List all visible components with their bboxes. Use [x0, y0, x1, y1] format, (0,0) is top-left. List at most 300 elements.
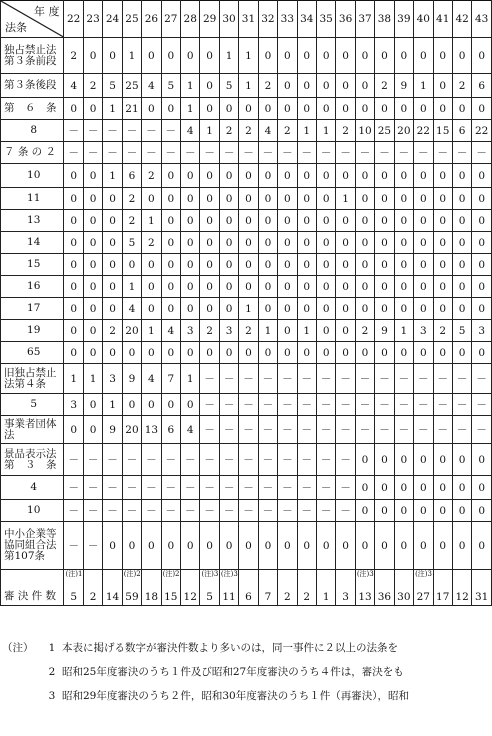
- table-cell: 0: [336, 164, 355, 188]
- table-cell: 9: [103, 416, 122, 444]
- year-header: 31: [239, 1, 258, 38]
- table-cell: 0: [64, 298, 83, 320]
- table-cell: 4: [142, 364, 161, 394]
- table-cell: －: [64, 120, 83, 142]
- total-value: 14: [105, 591, 120, 603]
- table-cell: －: [394, 394, 413, 416]
- table-cell: 6: [452, 120, 471, 142]
- table-cell: 0: [394, 164, 413, 188]
- table-cell: 1: [239, 298, 258, 320]
- table-cell: 0: [336, 98, 355, 120]
- table-cell: 1: [122, 276, 141, 298]
- table-cell: 0: [83, 320, 102, 342]
- table-cell: 0: [278, 210, 297, 232]
- total-cell: [122, 570, 141, 606]
- table-cell: 0: [452, 342, 471, 364]
- table-cell: 0: [452, 232, 471, 254]
- table-cell: 0: [200, 276, 219, 298]
- total-value: 27: [416, 591, 430, 603]
- table-row: [1, 364, 492, 394]
- table-cell: 0: [394, 254, 413, 276]
- table-cell: 1: [316, 120, 335, 142]
- table-cell: 0: [414, 298, 433, 320]
- table-cell: 1: [239, 74, 258, 98]
- total-cell: [336, 570, 355, 606]
- year-header: 41: [433, 1, 452, 38]
- table-cell: 0: [278, 98, 297, 120]
- total-cell: [433, 570, 452, 606]
- table-cell: 13: [142, 416, 161, 444]
- year-header: 28: [181, 1, 200, 38]
- table-cell: 0: [278, 320, 297, 342]
- table-cell: 0: [142, 276, 161, 298]
- table-row: [1, 320, 492, 342]
- table-cell: 0: [472, 298, 492, 320]
- total-cell: [375, 570, 394, 606]
- table-cell: 0: [375, 342, 394, 364]
- table-cell: 0: [336, 254, 355, 276]
- table-cell: 0: [278, 254, 297, 276]
- table-cell: －: [103, 120, 122, 142]
- table-cell: －: [375, 142, 394, 164]
- table-cell: －: [142, 120, 161, 142]
- table-cell: 0: [64, 98, 83, 120]
- footnote-text: 昭和25年度審決のうち１件及び昭和27年度審決のうち４件は，審決をも: [62, 666, 404, 678]
- table-cell: 0: [239, 254, 258, 276]
- table-row: [1, 522, 492, 570]
- table-cell: －: [336, 394, 355, 416]
- table-cell: 0: [200, 232, 219, 254]
- table-cell: 0: [472, 276, 492, 298]
- table-cell: 0: [394, 276, 413, 298]
- table-cell: 0: [414, 276, 433, 298]
- table-cell: 2: [375, 74, 394, 98]
- table-cell: 6: [472, 74, 492, 98]
- table-cell: 7: [161, 364, 180, 394]
- table-cell: 0: [83, 188, 102, 210]
- table-cell: 0: [452, 188, 471, 210]
- table-cell: 0: [103, 210, 122, 232]
- table-cell: 0: [433, 444, 452, 476]
- total-cell: [103, 570, 122, 606]
- table-cell: －: [64, 500, 83, 522]
- row-label: 19: [1, 320, 64, 342]
- table-cell: 0: [161, 276, 180, 298]
- table-cell: －: [452, 416, 471, 444]
- table-cell: 0: [219, 98, 238, 120]
- table-cell: 0: [83, 38, 102, 74]
- table-cell: －: [142, 476, 161, 500]
- table-cell: 0: [355, 210, 374, 232]
- table-cell: 0: [316, 342, 335, 364]
- table-cell: 2: [258, 74, 277, 98]
- table-cell: 2: [278, 120, 297, 142]
- table-cell: 0: [122, 394, 141, 416]
- table-cell: 0: [142, 98, 161, 120]
- table-cell: －: [181, 476, 200, 500]
- row-label: 事業者団体法: [1, 416, 64, 444]
- table-cell: 0: [278, 188, 297, 210]
- header-law-label: 法条: [5, 21, 27, 34]
- row-label: 16: [1, 276, 64, 298]
- table-cell: －: [200, 364, 219, 394]
- table-cell: 0: [219, 254, 238, 276]
- table-cell: 0: [433, 38, 452, 74]
- table-cell: 0: [200, 188, 219, 210]
- table-cell: 0: [83, 298, 102, 320]
- table-cell: －: [181, 142, 200, 164]
- table-cell: 0: [452, 476, 471, 500]
- table-cell: 0: [452, 522, 471, 570]
- table-cell: 2: [219, 120, 238, 142]
- table-cell: 0: [239, 210, 258, 232]
- table-cell: －: [83, 142, 102, 164]
- table-cell: 0: [355, 444, 374, 476]
- table-cell: 1: [181, 98, 200, 120]
- table-cell: －: [394, 364, 413, 394]
- year-header: 23: [83, 1, 102, 38]
- table-cell: 1: [103, 394, 122, 416]
- table-cell: 0: [83, 164, 102, 188]
- row-label: 17: [1, 298, 64, 320]
- year-header: 22: [64, 1, 83, 38]
- table-cell: 0: [336, 210, 355, 232]
- table-cell: 0: [375, 476, 394, 500]
- table-cell: －: [258, 142, 277, 164]
- table-cell: 0: [433, 276, 452, 298]
- table-cell: 0: [278, 232, 297, 254]
- table-cell: －: [472, 394, 492, 416]
- table-cell: 0: [103, 38, 122, 74]
- table-cell: 0: [258, 98, 277, 120]
- table-cell: －: [297, 444, 316, 476]
- table-cell: 1: [103, 164, 122, 188]
- table-cell: －: [200, 444, 219, 476]
- table-cell: 3: [64, 394, 83, 416]
- table-cell: 4: [258, 120, 277, 142]
- table-cell: 0: [239, 164, 258, 188]
- table-cell: 0: [316, 232, 335, 254]
- table-cell: 0: [394, 476, 413, 500]
- table-cell: 0: [83, 232, 102, 254]
- table-cell: 0: [355, 276, 374, 298]
- table-cell: －: [161, 120, 180, 142]
- table-cell: －: [200, 416, 219, 444]
- table-cell: －: [219, 476, 238, 500]
- table-cell: －: [122, 444, 141, 476]
- table-cell: －: [433, 416, 452, 444]
- table-cell: 0: [83, 98, 102, 120]
- total-value: 5: [206, 591, 213, 603]
- table-cell: －: [316, 416, 335, 444]
- table-cell: 0: [258, 276, 277, 298]
- table-cell: －: [219, 142, 238, 164]
- table-cell: －: [375, 416, 394, 444]
- table-cell: 2: [239, 320, 258, 342]
- table-cell: 0: [433, 74, 452, 98]
- table-cell: 0: [414, 232, 433, 254]
- table-cell: 0: [219, 164, 238, 188]
- table-cell: 2: [142, 232, 161, 254]
- table-cell: 0: [278, 522, 297, 570]
- table-row: [1, 298, 492, 320]
- table-cell: 0: [375, 188, 394, 210]
- table-cell: 0: [433, 342, 452, 364]
- table-cell: －: [414, 394, 433, 416]
- footnote-ref: (注)1: [65, 570, 83, 578]
- table-cell: 3: [103, 364, 122, 394]
- footnote-text: 本表に掲げる数字が審決件数より多いのは，同一事件に２以上の法条を: [62, 642, 398, 654]
- table-cell: －: [142, 500, 161, 522]
- table-cell: －: [103, 142, 122, 164]
- table-cell: 0: [472, 476, 492, 500]
- table-cell: 0: [394, 210, 413, 232]
- table-cell: －: [336, 444, 355, 476]
- table-cell: 0: [472, 210, 492, 232]
- table-cell: 0: [258, 342, 277, 364]
- year-header: 38: [375, 1, 394, 38]
- table-cell: 0: [181, 394, 200, 416]
- table-cell: 4: [142, 74, 161, 98]
- table-row: [1, 276, 492, 298]
- table-cell: －: [83, 444, 102, 476]
- row-label: 10: [1, 164, 64, 188]
- table-cell: －: [297, 394, 316, 416]
- table-cell: －: [200, 394, 219, 416]
- table-cell: 0: [200, 210, 219, 232]
- table-cell: －: [64, 522, 83, 570]
- table-cell: －: [452, 394, 471, 416]
- row-label: 10: [1, 500, 64, 522]
- table-cell: 0: [64, 416, 83, 444]
- table-cell: －: [278, 416, 297, 444]
- table-cell: 0: [83, 276, 102, 298]
- table-cell: －: [316, 444, 335, 476]
- table-row: [1, 210, 492, 232]
- table-cell: 2: [239, 120, 258, 142]
- year-header: 33: [278, 1, 297, 38]
- total-value: 36: [377, 591, 392, 603]
- table-row: [1, 500, 492, 522]
- table-cell: 0: [64, 188, 83, 210]
- table-cell: 0: [181, 188, 200, 210]
- total-cell: [316, 570, 335, 606]
- table-cell: －: [336, 476, 355, 500]
- table-cell: －: [219, 416, 238, 444]
- table-cell: 0: [122, 254, 141, 276]
- table-cell: －: [316, 394, 335, 416]
- table-cell: 0: [297, 164, 316, 188]
- table-cell: 0: [336, 74, 355, 98]
- table-cell: 0: [142, 394, 161, 416]
- table-cell: －: [278, 476, 297, 500]
- table-cell: 0: [161, 522, 180, 570]
- table-cell: 2: [64, 38, 83, 74]
- total-value: 5: [70, 591, 78, 603]
- table-cell: 0: [278, 74, 297, 98]
- year-header: 37: [355, 1, 374, 38]
- table-cell: 0: [181, 342, 200, 364]
- table-cell: －: [161, 142, 180, 164]
- table-cell: 0: [472, 232, 492, 254]
- table-cell: 0: [83, 210, 102, 232]
- table-cell: 0: [316, 276, 335, 298]
- row-label: 4: [1, 476, 64, 500]
- table-cell: 0: [142, 254, 161, 276]
- total-cell: [394, 570, 413, 606]
- table-cell: 0: [297, 276, 316, 298]
- year-header: 42: [452, 1, 471, 38]
- row-label: ７ 条 の ２: [1, 142, 64, 164]
- table-cell: －: [122, 500, 141, 522]
- table-cell: －: [278, 364, 297, 394]
- table-cell: 0: [452, 98, 471, 120]
- table-cell: 0: [258, 210, 277, 232]
- table-cell: －: [394, 142, 413, 164]
- table-cell: 3: [414, 320, 433, 342]
- table-cell: 0: [336, 320, 355, 342]
- table-cell: 1: [142, 320, 161, 342]
- table-cell: 0: [297, 342, 316, 364]
- table-cell: 0: [394, 38, 413, 74]
- table-cell: －: [414, 364, 433, 394]
- total-value: 3: [342, 591, 349, 603]
- table-cell: 0: [64, 164, 83, 188]
- table-cell: 0: [414, 188, 433, 210]
- table-cell: 0: [258, 38, 277, 74]
- table-cell: 0: [103, 188, 122, 210]
- total-cell: [219, 570, 238, 606]
- year-header: 25: [122, 1, 141, 38]
- table-cell: －: [219, 500, 238, 522]
- total-value: 15: [164, 591, 178, 603]
- total-cell: [355, 570, 374, 606]
- table-cell: 0: [181, 276, 200, 298]
- table-cell: 0: [414, 210, 433, 232]
- table-cell: 0: [103, 254, 122, 276]
- table-cell: －: [103, 444, 122, 476]
- table-cell: －: [258, 500, 277, 522]
- total-value: 6: [245, 591, 252, 603]
- table-cell: 1: [200, 120, 219, 142]
- table-cell: －: [278, 500, 297, 522]
- table-cell: －: [336, 500, 355, 522]
- year-header: 27: [161, 1, 180, 38]
- table-cell: 0: [64, 210, 83, 232]
- table-cell: 0: [316, 98, 335, 120]
- table-cell: 0: [394, 500, 413, 522]
- table-cell: 0: [394, 232, 413, 254]
- footnote-ref: (注)3: [220, 570, 238, 578]
- table-row: [1, 188, 492, 210]
- table-cell: 0: [161, 210, 180, 232]
- table-cell: 0: [433, 98, 452, 120]
- table-cell: 1: [297, 320, 316, 342]
- table-cell: －: [452, 364, 471, 394]
- table-cell: 5: [161, 74, 180, 98]
- table-cell: 0: [394, 188, 413, 210]
- table-cell: 3: [181, 320, 200, 342]
- table-cell: 0: [64, 276, 83, 298]
- row-label: 5: [1, 394, 64, 416]
- table-cell: 0: [433, 210, 452, 232]
- table-cell: －: [83, 500, 102, 522]
- footnote-ref: (注)2: [162, 570, 180, 578]
- table-cell: 0: [181, 522, 200, 570]
- table-cell: 3: [219, 320, 238, 342]
- table-cell: 20: [394, 120, 413, 142]
- table-cell: 2: [452, 74, 471, 98]
- table-cell: 2: [83, 74, 102, 98]
- table-cell: 15: [433, 120, 452, 142]
- table-cell: 0: [181, 254, 200, 276]
- table-cell: 2: [103, 320, 122, 342]
- table-cell: 1: [414, 74, 433, 98]
- table-cell: －: [142, 444, 161, 476]
- table-cell: 0: [142, 342, 161, 364]
- table-cell: 6: [122, 164, 141, 188]
- table-cell: 0: [219, 188, 238, 210]
- table-row: [1, 142, 492, 164]
- table-cell: 0: [219, 232, 238, 254]
- table-cell: 0: [355, 522, 374, 570]
- table-cell: 0: [472, 98, 492, 120]
- table-cell: 0: [316, 164, 335, 188]
- table-cell: －: [433, 394, 452, 416]
- table-cell: 0: [200, 164, 219, 188]
- table-cell: 0: [472, 444, 492, 476]
- table-cell: 0: [258, 522, 277, 570]
- table-cell: －: [64, 142, 83, 164]
- table-cell: 0: [258, 254, 277, 276]
- table-cell: 22: [414, 120, 433, 142]
- table-cell: 1: [297, 120, 316, 142]
- table-cell: 4: [181, 416, 200, 444]
- table-cell: 0: [122, 522, 141, 570]
- footnote-ref: (注)3: [201, 570, 219, 578]
- total-row: [1, 570, 492, 606]
- table-cell: －: [278, 444, 297, 476]
- table-cell: 0: [219, 210, 238, 232]
- table-cell: 0: [355, 342, 374, 364]
- table-cell: 4: [64, 74, 83, 98]
- table-cell: 0: [103, 522, 122, 570]
- table-cell: 0: [64, 342, 83, 364]
- table-cell: －: [258, 476, 277, 500]
- table-cell: 0: [336, 232, 355, 254]
- table-cell: 0: [103, 232, 122, 254]
- total-cell: [239, 570, 258, 606]
- table-cell: 0: [278, 342, 297, 364]
- table-cell: －: [355, 142, 374, 164]
- total-value: 2: [303, 591, 311, 603]
- total-value: 12: [455, 591, 469, 603]
- table-cell: －: [64, 476, 83, 500]
- row-label: 8: [1, 120, 64, 142]
- table-cell: －: [355, 394, 374, 416]
- table-cell: 0: [278, 38, 297, 74]
- row-label: 第 ６ 条: [1, 98, 64, 120]
- table-cell: 0: [200, 522, 219, 570]
- row-label: 13: [1, 210, 64, 232]
- table-cell: －: [433, 142, 452, 164]
- table-cell: 0: [142, 38, 161, 74]
- table-cell: 0: [181, 38, 200, 74]
- table-row: [1, 74, 492, 98]
- total-cell: [83, 570, 102, 606]
- table-cell: 0: [433, 500, 452, 522]
- table-cell: 0: [316, 188, 335, 210]
